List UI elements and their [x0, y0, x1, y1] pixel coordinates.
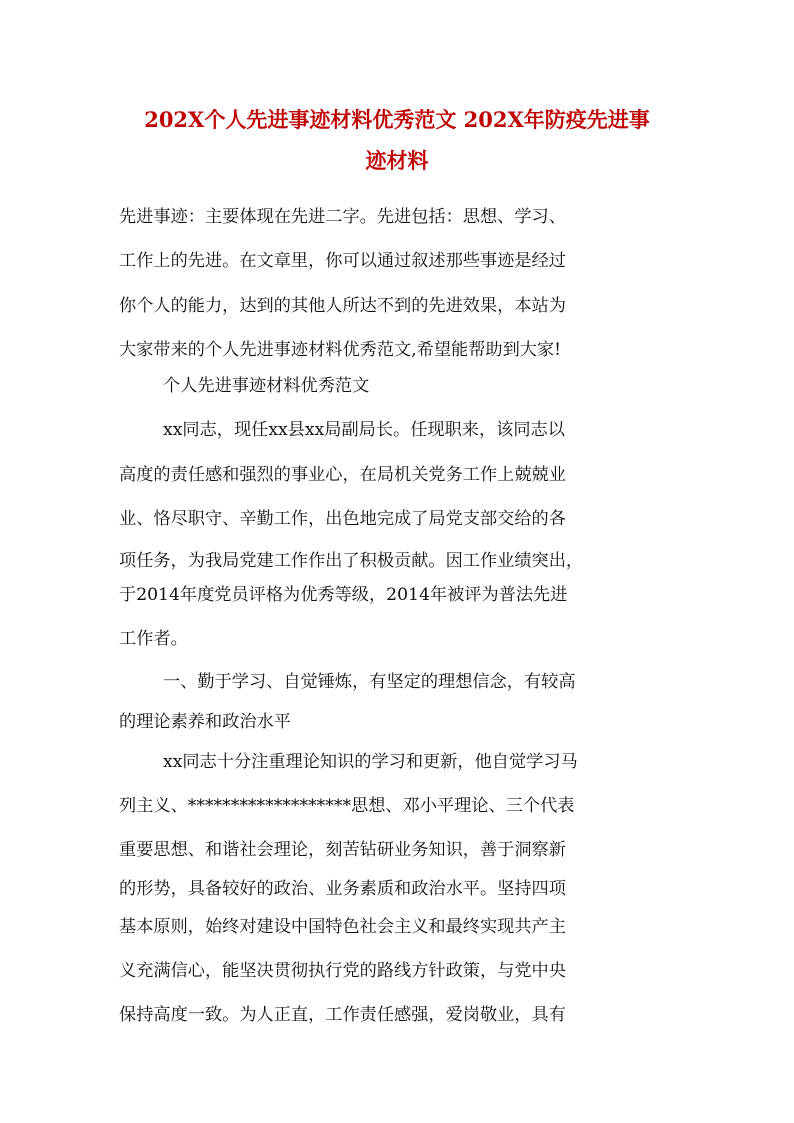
- paragraph-line: 重要思想、和谐社会理论，刻苦钻研业务知识，善于洞察新: [119, 840, 566, 860]
- paragraph-line: 工作者。: [119, 629, 188, 649]
- paragraph-line: 保持高度一致。为人正直，工作责任感强，爱岗敬业，具有: [119, 1005, 566, 1025]
- section-heading-line: 的理论素养和政治水平: [119, 712, 291, 732]
- section-heading-line: 一、勤于学习、自觉锤炼，有坚定的理想信念，有较高: [163, 672, 576, 692]
- paragraph-line: 项任务，为我局党建工作作出了积极贡献。因工作业绩突出，: [119, 551, 584, 571]
- paragraph-line: 高度的责任感和强烈的事业心，在局机关党务工作上兢兢业: [119, 465, 566, 485]
- intro-line: 工作上的先进。在文章里，你可以通过叙述那些事迹是经过: [119, 251, 566, 271]
- section-subtitle: 个人先进事迹材料优秀范文: [163, 376, 370, 396]
- paragraph-line: 基本原则，始终对建设中国特色社会主义和最终实现共产主: [119, 917, 566, 937]
- paragraph-line: xx同志十分注重理论知识的学习和更新，他自觉学习马: [163, 752, 578, 772]
- paragraph-line: 的形势，具备较好的政治、业务素质和政治水平。坚持四项: [119, 879, 566, 899]
- paragraph-line: 于2014年度党员评格为优秀等级，2014年被评为普法先进: [119, 585, 568, 605]
- paragraph-line: 义充满信心，能坚决贯彻执行党的路线方针政策，与党中央: [119, 961, 566, 981]
- intro-line: 你个人的能力，达到的其他人所达不到的先进效果，本站为: [119, 296, 566, 316]
- paragraph-line: 列主义、*******************思想、邓小平理论、三个代表: [119, 796, 575, 816]
- document-title-line-2: 迹材料: [365, 148, 429, 173]
- paragraph-line: 业、恪尽职守、辛勤工作，出色地完成了局党支部交给的各: [119, 509, 566, 529]
- intro-line: 先进事迹：主要体现在先进二字。先进包括：思想、学习、: [119, 207, 566, 227]
- document-title-line-1: 202X个人先进事迹材料优秀范文 202X年防疫先进事: [144, 107, 650, 132]
- paragraph-line: xx同志，现任xx县xx局副局长。任现职来，该同志以: [163, 420, 565, 440]
- intro-line: 大家带来的个人先进事迹材料优秀范文,希望能帮助到大家!: [119, 340, 562, 360]
